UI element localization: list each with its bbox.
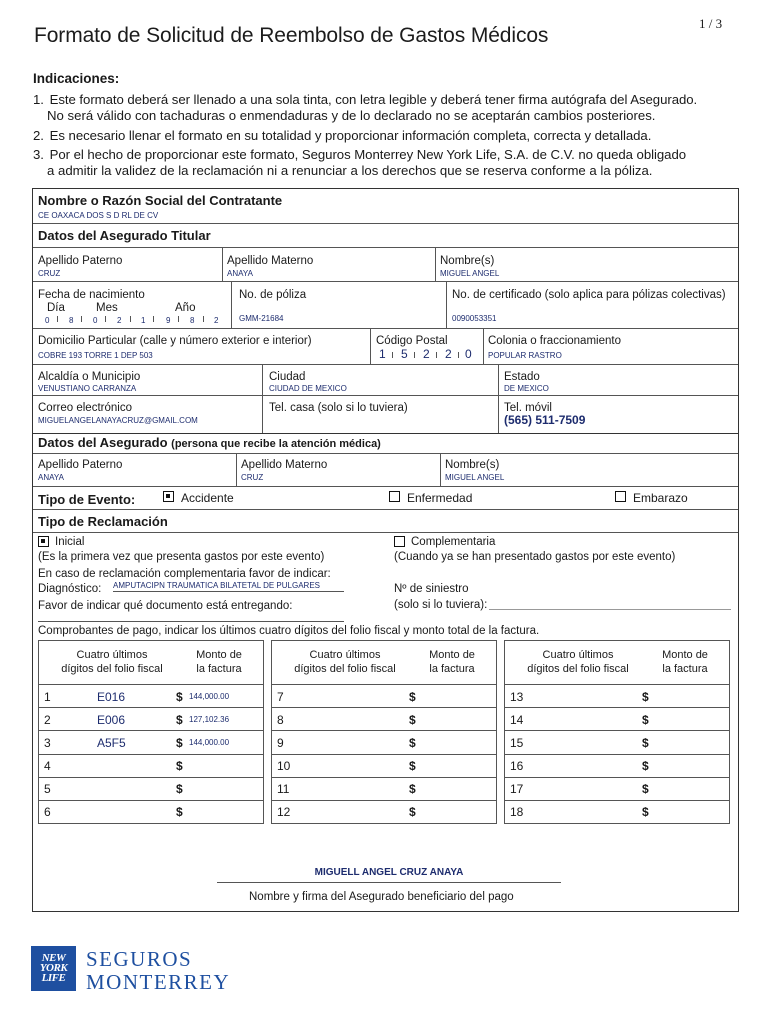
signature-name: MIGUELL ANGEL CRUZ ANAYA [314, 867, 464, 878]
comprobantes-group-3: Cuatro últimos dígitos del folio fiscal Monto de la factura 13 $ 14 $ 15 $ 16 $ 17 $ 18 $ [504, 640, 730, 824]
alcaldia-label: Alcaldía o Municipio [38, 371, 141, 383]
estado-field[interactable]: DE MEXICO [504, 384, 549, 393]
poliza-label: No. de póliza [239, 289, 307, 301]
embarazo-checkbox[interactable] [615, 491, 626, 502]
comprobantes-label: Comprobantes de pago, indicar los últimos cuatro dígitos del folio fiscal y monto total de la factura. [38, 625, 540, 637]
documento-label: Favor de indicar qué documento está entregando: [38, 600, 293, 612]
titular-section-title: Datos del Asegurado Titular [38, 228, 211, 243]
asegurado-apellido-paterno-field[interactable]: ANAYA [38, 473, 64, 482]
inicial-label: Inicial [55, 536, 85, 548]
tel-movil-label: Tel. móvil [504, 402, 552, 414]
instruction-1: 1. Este formato deberá ser llenado a una sola tinta, con letra legible y deberá tener firma autógrafa del Asegurado. [33, 92, 698, 107]
instruction-3-cont: a admitir la validez de la reclamación ni a renunciar a los derechos que se reserva conforme a la póliza. [47, 163, 653, 178]
poliza-field[interactable]: GMM-21684 [239, 314, 284, 323]
titular-nombres-field[interactable]: MIGUEL ANGEL [440, 269, 500, 278]
documento-field[interactable] [38, 621, 344, 622]
claim-form: Nombre o Razón Social del Contratante CE OAXACA DOS S D RL DE CV Datos del Asegurado Titular Apellido Paterno CRUZ Apellido Materno ANAYA Nombre(s) MIGUEL ANGEL Fecha de nacimiento Día Mes Año 0 8 0 2 1 9 8 2 No. de póliza GMM-21684 No. de certificado (solo aplica para pólizas colectivas) 0090053351 Domicilio Particular (calle y número exterior e interior) COBRE 193 TORRE 1 DEP 503 Código Postal 1 5 2 2 0 Colonia o fraccionamiento POPULAR RASTRO Alcaldía o Municipio VENUSTIANO CARRANZA Ciudad CIUDAD DE MEXICO Estado DE MEXICO Correo electrónico MIGUELANGELANAYACRUZ@GMAIL.COM Tel. casa (solo si lo tuviera) Tel. móvil (565) 511-7509 Datos del Asegurado (persona que recibe la atención médica) Apellido Paterno ANAYA Apellido Materno CRUZ Nombre(s) MIGUEL ANGEL Tipo de Evento: Accidente Enfermedad Embarazo Tipo de Reclamación Inicial (Es la primera vez que presenta gastos por este evento) Complementaria (Cuando ya se han presentado gastos por este evento) En caso de reclamación complementaria favor de indicar: Diagnóstico: AMPUTACIPN TRAUMATICA BILATETAL DE PULGARES Nº de siniestro (solo si lo tuviera): Favor de indicar qué documento está entregando: Comprobantes de pago, indicar los últimos cuatro dígitos del folio fiscal y monto total de la factura. Cuatro últimos dígitos del folio fiscal Monto de la factura 1 E016 $ 144,000.00 2 E006 $ 127,102.36 3 A5F5 $ 144,000.00 4 $ 5 $ 6 $ Cuatro últimos dígitos del folio fiscal Monto de la factura 7 $ 8 $ 9 $ 10 $ 11 $ 12 $ Cuatro últimos dígitos del folio fiscal Monto de la factura 13 $ 14 $ 15 $ 16 $ 17 $ 18 $ MIGUELL ANGEL CRUZ ANAYA Nombre y firma del Asegurado beneficiario del pago [32, 188, 739, 912]
signature-label: Nombre y firma del Asegurado beneficiario del pago [249, 891, 514, 903]
colonia-label: Colonia o fraccionamiento [488, 335, 621, 347]
asegurado-apellido-materno-field[interactable]: CRUZ [241, 473, 264, 482]
titular-apellido-paterno-field[interactable]: CRUZ [38, 269, 61, 278]
complementaria-checkbox[interactable] [394, 536, 405, 547]
contratante-field[interactable]: CE OAXACA DOS S D RL DE CV [38, 211, 159, 220]
siniestro-label: Nº de siniestro [394, 583, 469, 595]
titular-apellido-materno-label: Apellido Materno [227, 255, 314, 267]
diagnostico-field[interactable]: AMPUTACIPN TRAUMATICA BILATETAL DE PULGARES [113, 581, 344, 592]
certificado-label: No. de certificado (solo aplica para pólizas colectivas) [452, 289, 726, 301]
comprobantes-group-2: Cuatro últimos dígitos del folio fiscal Monto de la factura 7 $ 8 $ 9 $ 10 $ 11 $ 12 $ [271, 640, 497, 824]
correo-label: Correo electrónico [38, 402, 132, 414]
tel-casa-label: Tel. casa (solo si lo tuviera) [269, 402, 408, 414]
colonia-field[interactable]: POPULAR RASTRO [488, 351, 562, 360]
inicial-note: (Es la primera vez que presenta gastos por este evento) [38, 551, 325, 563]
complementaria-indicar: En caso de reclamación complementaria favor de indicar: [38, 568, 331, 580]
new-york-life-logo: NEW YORK LIFE [31, 946, 76, 991]
complementaria-note: (Cuando ya se han presentado gastos por este evento) [394, 551, 676, 563]
page-number: 1 / 3 [699, 16, 723, 31]
titular-apellido-materno-field[interactable]: ANAYA [227, 269, 253, 278]
reclamacion-section-title: Tipo de Reclamación [38, 514, 168, 529]
estado-label: Estado [504, 371, 540, 383]
embarazo-label: Embarazo [633, 491, 688, 505]
brand-name-line1: SEGUROS [86, 947, 193, 971]
instruction-3: 3. Por el hecho de proporcionar este formato, Seguros Monterrey New York Life, S.A. de C.V. no queda obligado [33, 147, 687, 162]
enfermedad-checkbox[interactable] [389, 491, 400, 502]
certificado-field[interactable]: 0090053351 [452, 314, 497, 323]
comprobantes-group-1: Cuatro últimos dígitos del folio fiscal Monto de la factura 1 E016 $ 144,000.00 2 E006 $ 127,102.36 3 A5F5 $ 144,000.00 4 $ 5 $ 6 $ [38, 640, 264, 824]
titular-nombres-label: Nombre(s) [440, 255, 495, 267]
domicilio-field[interactable]: COBRE 193 TORRE 1 DEP 503 [38, 351, 153, 360]
asegurado-apellido-materno-label: Apellido Materno [241, 459, 328, 471]
page-title: Formato de Solicitud de Reembolso de Gastos Médicos [34, 24, 549, 47]
signature-field[interactable] [217, 865, 561, 883]
asegurado-nombres-label: Nombre(s) [445, 459, 500, 471]
siniestro-note: (solo si lo tuviera): [394, 599, 488, 611]
tel-movil-field[interactable]: (565) 511-7509 [504, 413, 586, 427]
contratante-label: Nombre o Razón Social del Contratante [38, 193, 283, 208]
brand-name-line2: MONTERREY [86, 970, 231, 994]
codigo-postal-label: Código Postal [376, 335, 448, 347]
titular-apellido-paterno-label: Apellido Paterno [38, 255, 123, 267]
enfermedad-label: Enfermedad [407, 491, 473, 505]
accidente-label: Accidente [181, 491, 234, 505]
ciudad-field[interactable]: CIUDAD DE MEXICO [269, 384, 347, 393]
siniestro-field[interactable] [489, 609, 731, 610]
dia-label: Día [47, 302, 65, 314]
tipo-evento-label: Tipo de Evento: [38, 492, 136, 507]
alcaldia-field[interactable]: VENUSTIANO CARRANZA [38, 384, 137, 393]
asegurado-apellido-paterno-label: Apellido Paterno [38, 459, 123, 471]
fecha-nacimiento-label: Fecha de nacimiento [38, 289, 145, 301]
domicilio-label: Domicilio Particular (calle y número exterior e interior) [38, 335, 312, 347]
instruction-2: 2. Es necesario llenar el formato en su totalidad y proporcionar información completa, correcta y detallada. [33, 128, 652, 143]
accidente-checkbox[interactable] [163, 491, 174, 502]
asegurado-nombres-field[interactable]: MIGUEL ANGEL [445, 473, 505, 482]
asegurado-section-title: Datos del Asegurado (persona que recibe la atención médica) [38, 435, 381, 450]
ciudad-label: Ciudad [269, 371, 306, 383]
correo-field[interactable]: MIGUELANGELANAYACRUZ@GMAIL.COM [38, 416, 198, 425]
complementaria-label: Complementaria [411, 536, 496, 548]
inicial-checkbox[interactable] [38, 536, 49, 547]
instructions-heading: Indicaciones: [33, 71, 120, 86]
mes-label: Mes [96, 302, 118, 314]
instruction-1-cont: No será válido con tachaduras o enmendaduras y de lo declarado no se aceptarán cambios posteriores. [47, 108, 656, 123]
diagnostico-label: Diagnóstico: [38, 583, 102, 595]
anio-label: Año [175, 302, 196, 314]
